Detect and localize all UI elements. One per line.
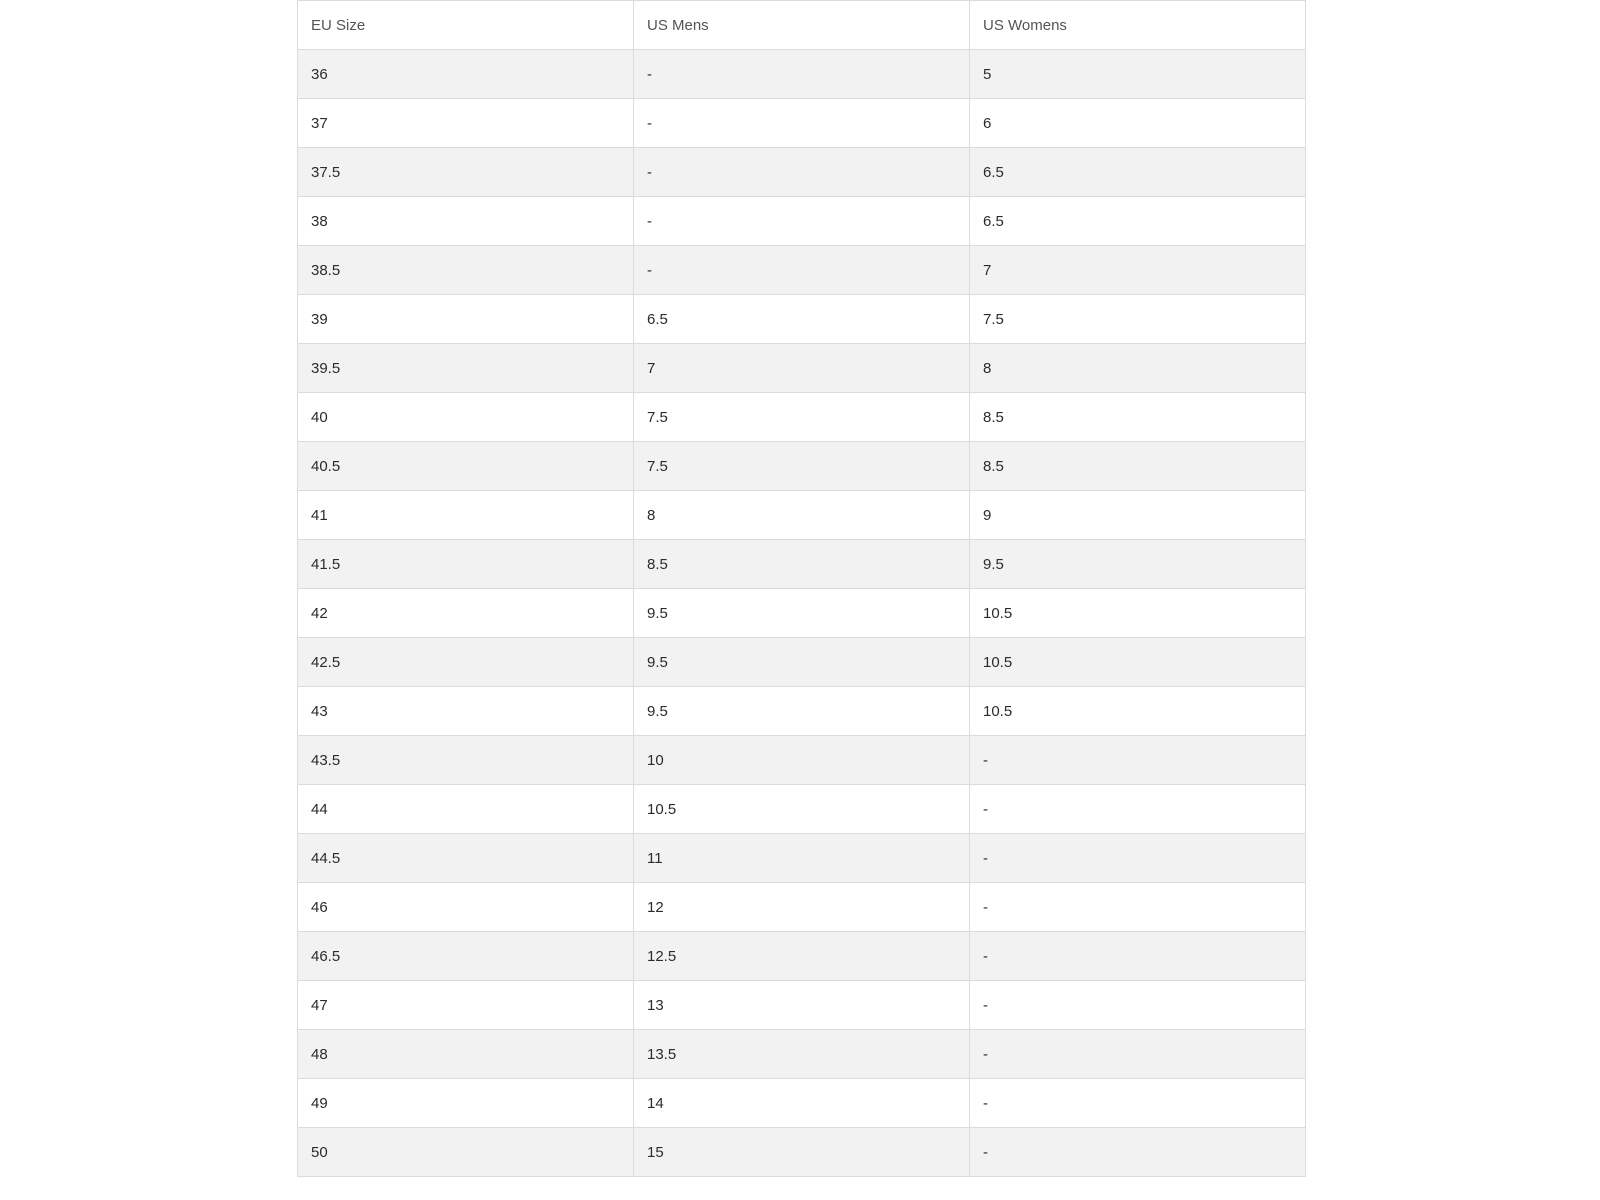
cell-eu-size: 38.5: [298, 246, 634, 295]
cell-us-womens: 6: [970, 99, 1306, 148]
cell-us-womens: 10.5: [970, 638, 1306, 687]
cell-us-mens: -: [634, 197, 970, 246]
cell-us-mens: 15: [634, 1128, 970, 1177]
table-row: [298, 344, 1306, 393]
table-row: [298, 50, 1306, 99]
cell-us-womens: -: [970, 834, 1306, 883]
table-row: [298, 981, 1306, 1030]
cell-us-womens: -: [970, 785, 1306, 834]
table-header: [298, 1, 1306, 50]
cell-us-mens: 10: [634, 736, 970, 785]
table-body: [298, 50, 1306, 1177]
table-row: [298, 246, 1306, 295]
header-eu-size: EU Size: [298, 1, 634, 50]
cell-us-womens: -: [970, 883, 1306, 932]
cell-us-mens: 9.5: [634, 687, 970, 736]
cell-eu-size: 40: [298, 393, 634, 442]
cell-eu-size: 46.5: [298, 932, 634, 981]
cell-us-mens: 8: [634, 491, 970, 540]
cell-eu-size: 39: [298, 295, 634, 344]
cell-us-mens: -: [634, 246, 970, 295]
table-row: [298, 1030, 1306, 1079]
cell-eu-size: 41: [298, 491, 634, 540]
cell-us-mens: 10.5: [634, 785, 970, 834]
table-row: [298, 1079, 1306, 1128]
cell-us-mens: 11: [634, 834, 970, 883]
table-row: [298, 589, 1306, 638]
table-row: [298, 736, 1306, 785]
cell-us-mens: 7.5: [634, 393, 970, 442]
cell-us-womens: 8.5: [970, 393, 1306, 442]
header-us-mens: US Mens: [634, 1, 970, 50]
cell-eu-size: 39.5: [298, 344, 634, 393]
cell-us-mens: 6.5: [634, 295, 970, 344]
cell-us-mens: 8.5: [634, 540, 970, 589]
cell-us-womens: -: [970, 1079, 1306, 1128]
cell-us-womens: -: [970, 1030, 1306, 1079]
cell-us-womens: 5: [970, 50, 1306, 99]
cell-eu-size: 42: [298, 589, 634, 638]
cell-eu-size: 42.5: [298, 638, 634, 687]
table-row: [298, 687, 1306, 736]
cell-us-mens: 14: [634, 1079, 970, 1128]
cell-us-womens: 7.5: [970, 295, 1306, 344]
cell-us-mens: 13: [634, 981, 970, 1030]
table-row: [298, 785, 1306, 834]
table-row: [298, 295, 1306, 344]
cell-us-womens: 9: [970, 491, 1306, 540]
table-row: [298, 932, 1306, 981]
cell-us-womens: -: [970, 981, 1306, 1030]
cell-eu-size: 38: [298, 197, 634, 246]
cell-eu-size: 43.5: [298, 736, 634, 785]
cell-eu-size: 49: [298, 1079, 634, 1128]
cell-us-womens: 8: [970, 344, 1306, 393]
cell-us-mens: 12.5: [634, 932, 970, 981]
table-row: [298, 638, 1306, 687]
cell-us-mens: 12: [634, 883, 970, 932]
table-row: [298, 393, 1306, 442]
table-row: [298, 1128, 1306, 1177]
cell-us-womens: 9.5: [970, 540, 1306, 589]
cell-us-mens: -: [634, 50, 970, 99]
cell-us-womens: 8.5: [970, 442, 1306, 491]
table-row: [298, 491, 1306, 540]
cell-us-womens: 7: [970, 246, 1306, 295]
table-row: [298, 148, 1306, 197]
size-chart: [297, 0, 1305, 1177]
cell-us-mens: 13.5: [634, 1030, 970, 1079]
table-row: [298, 442, 1306, 491]
header-row: [298, 1, 1306, 50]
table-row: [298, 197, 1306, 246]
table-row: [298, 540, 1306, 589]
cell-us-womens: 10.5: [970, 687, 1306, 736]
cell-us-womens: -: [970, 932, 1306, 981]
header-us-womens: US Womens: [970, 1, 1306, 50]
table-row: [298, 99, 1306, 148]
cell-us-mens: -: [634, 99, 970, 148]
cell-eu-size: 47: [298, 981, 634, 1030]
cell-us-mens: 7: [634, 344, 970, 393]
cell-eu-size: 44.5: [298, 834, 634, 883]
cell-eu-size: 36: [298, 50, 634, 99]
cell-eu-size: 48: [298, 1030, 634, 1079]
cell-us-mens: 9.5: [634, 589, 970, 638]
cell-eu-size: 37: [298, 99, 634, 148]
cell-eu-size: 37.5: [298, 148, 634, 197]
cell-us-womens: 6.5: [970, 148, 1306, 197]
cell-us-womens: -: [970, 1128, 1306, 1177]
cell-eu-size: 41.5: [298, 540, 634, 589]
cell-eu-size: 50: [298, 1128, 634, 1177]
cell-eu-size: 44: [298, 785, 634, 834]
cell-eu-size: 46: [298, 883, 634, 932]
cell-us-mens: 7.5: [634, 442, 970, 491]
cell-us-mens: 9.5: [634, 638, 970, 687]
table-row: [298, 883, 1306, 932]
size-table: [297, 0, 1306, 1177]
cell-us-womens: 10.5: [970, 589, 1306, 638]
cell-eu-size: 40.5: [298, 442, 634, 491]
cell-us-mens: -: [634, 148, 970, 197]
table-row: [298, 834, 1306, 883]
cell-eu-size: 43: [298, 687, 634, 736]
cell-us-womens: 6.5: [970, 197, 1306, 246]
cell-us-womens: -: [970, 736, 1306, 785]
